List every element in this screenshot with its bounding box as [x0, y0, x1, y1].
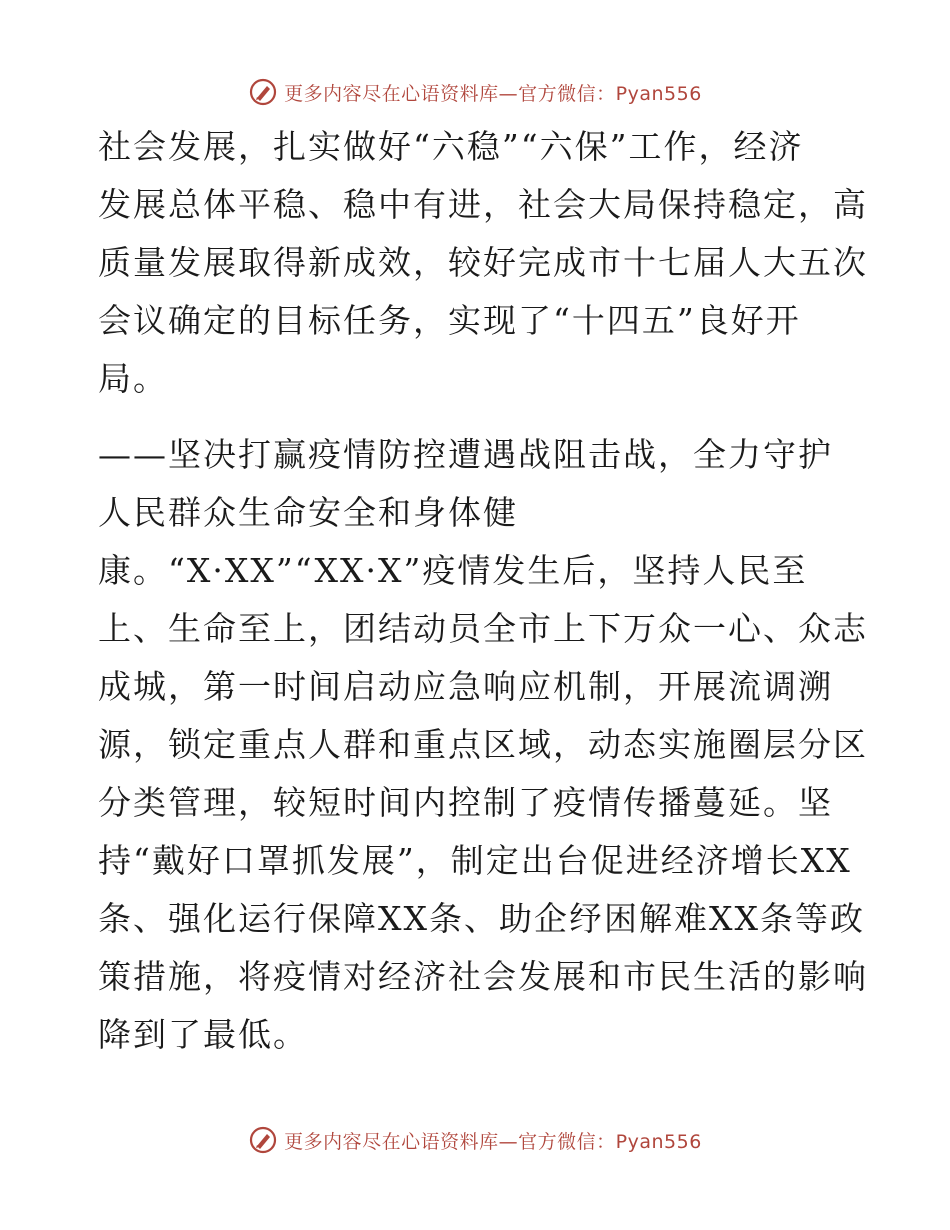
- footer-banner-text: 更多内容尽在心语资料库—官方微信：Pyan556: [284, 1130, 702, 1153]
- text-line: 上、生命至上，团结动员全市上下万众一心、众志: [98, 609, 868, 648]
- text-line: 条、强化运行保障XX条、助企纾困解难XX条等政: [98, 899, 865, 938]
- text-line: 发展总体平稳、稳中有进，社会大局保持稳定，高: [98, 185, 868, 224]
- text-line: 局。: [98, 359, 168, 398]
- paragraph-1: [98, 118, 868, 408]
- text-line: 降到了最低。: [98, 1015, 308, 1054]
- header-banner-text: 更多内容尽在心语资料库—官方微信：Pyan556: [284, 82, 702, 105]
- text-line: 分类管理，较短时间内控制了疫情传播蔓延。坚: [98, 783, 833, 822]
- paragraph-2: [98, 426, 868, 1064]
- text-line: 源，锁定重点人群和重点区域，动态实施圈层分区: [98, 725, 868, 764]
- text-line: 康。“X·XX”“XX·X”疫情发生后，坚持人民至: [98, 551, 808, 590]
- text-line: 人民群众生命安全和身体健: [98, 493, 518, 532]
- text-line: 社会发展，扎实做好“六稳”“六保”工作，经济: [98, 127, 804, 166]
- pen-logo-icon: [248, 77, 278, 107]
- footer-banner: [0, 1120, 950, 1160]
- text-line: 质量发展取得新成效，较好完成市十七届人大五次: [98, 243, 868, 282]
- text-line: 持“戴好口罩抓发展”，制定出台促进经济增长XX: [98, 841, 852, 880]
- pen-logo-icon: [248, 1125, 278, 1155]
- text-line: 会议确定的目标任务，实现了“十四五”良好开: [98, 301, 801, 340]
- text-line: 策措施，将疫情对经济社会发展和市民生活的影响: [98, 957, 868, 996]
- header-banner: [0, 72, 950, 112]
- text-line: ——坚决打赢疫情防控遭遇战阻击战，全力守护: [98, 435, 833, 474]
- text-line: 成城，第一时间启动应急响应机制，开展流调溯: [98, 667, 833, 706]
